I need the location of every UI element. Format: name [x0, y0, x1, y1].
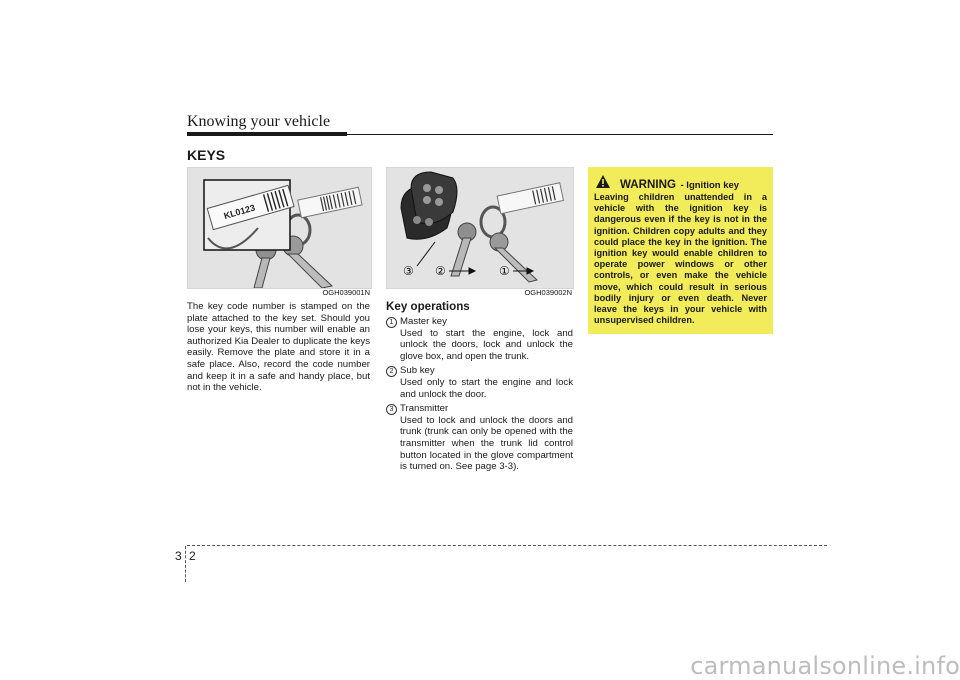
number-2-icon: 2 — [386, 366, 397, 377]
callout-1: ① — [499, 264, 510, 278]
key-operations-list — [386, 316, 573, 476]
figure1-caption: OGH039001N — [322, 288, 370, 297]
key-code-description: The key code number is stamped on the plate attached to the key set. Should you lose your keys, this number will enable an authorized Kia Dealer to duplicate the keys easily. Remove the plate and store it in a safe place. Also, record the code number and keep it in a safe and handy place, but not in the vehicle. — [187, 301, 370, 394]
warning-subtitle: - Ignition key — [680, 180, 740, 191]
page-header-title: Knowing your vehicle — [187, 113, 331, 130]
figure2-caption: OGH039002N — [524, 288, 572, 297]
operation-item-sub-key — [386, 365, 573, 400]
page-chapter-number: 3 — [175, 549, 182, 563]
key-operations-heading: Key operations — [386, 300, 470, 313]
footer-vertical-divider — [185, 546, 186, 582]
watermark: carmanualsonline.info — [690, 652, 960, 680]
number-3-icon: 3 — [386, 404, 397, 415]
page-number: 2 — [189, 549, 196, 563]
operation-description: Used only to start the engine and lock and unlock the door. — [400, 376, 573, 400]
key-set-illustration — [387, 168, 573, 288]
header-rule-thin — [347, 134, 773, 135]
key-code-tag: KL0123 — [222, 202, 257, 221]
warning-box — [588, 167, 773, 334]
operation-title: Master key — [400, 316, 447, 327]
key-tag-figure — [187, 167, 372, 289]
callout-2: ② — [435, 264, 446, 278]
header-rule-thick — [187, 132, 347, 136]
key-tag-illustration — [188, 168, 371, 288]
number-1-icon: 1 — [386, 317, 397, 328]
section-title: KEYS — [187, 147, 226, 163]
operation-title: Transmitter — [400, 403, 449, 415]
warning-label: WARNING — [620, 178, 677, 191]
operation-item-transmitter — [386, 403, 573, 473]
warning-text: Leaving children unattended in a vehicle with the ignition key is dangerous even if the key is not in the ignition. Children copy adults and they could place the key in the ignition. The ignition key would enable children to operate power windows or other controls, or even make the vehicle move, which could result in serious bodily injury or even death. Never leave the keys in your vehicle with unsupervised children. — [594, 192, 767, 326]
operation-title: Sub key — [400, 365, 435, 377]
operation-item-master-key — [386, 316, 573, 362]
footer-divider — [187, 545, 827, 546]
operation-description: Used to lock and unlock the doors and trunk (trunk can only be opened with the transmitter when the trunk lid control button located in the glove compartment is turned on. See page 3-3). — [400, 414, 573, 473]
callout-3: ③ — [403, 264, 414, 278]
key-types-figure — [386, 167, 574, 289]
operation-description: Used to start the engine, lock and unlock the doors, lock and unlock the glove box, and open the trunk. — [400, 327, 573, 362]
